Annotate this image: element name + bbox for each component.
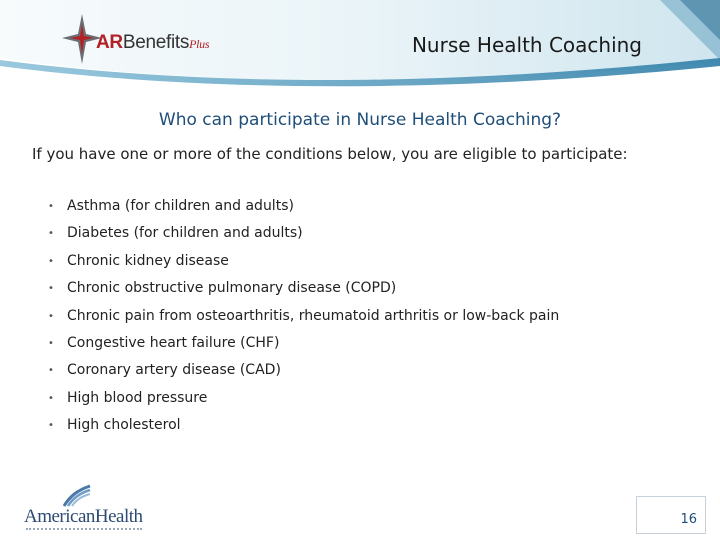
condition-label: High blood pressure [67, 389, 208, 406]
list-item [48, 248, 559, 275]
condition-label: Diabetes (for children and adults) [67, 225, 303, 242]
condition-label: Chronic kidney disease [67, 252, 229, 269]
list-item [48, 412, 559, 439]
brand-wordmark [96, 32, 209, 54]
list-item [48, 330, 559, 357]
feather-logo-icon [62, 484, 92, 508]
bullet-icon: • [48, 420, 54, 432]
page-title: Nurse Health Coaching [411, 33, 642, 57]
page-number-box [636, 496, 706, 534]
list-item [48, 275, 559, 302]
american-health-wordmark: AmericanHealth [24, 506, 143, 527]
list-item [48, 357, 559, 384]
brand-plus: Plus [189, 37, 210, 51]
conditions-list [48, 193, 559, 440]
condition-label: Chronic pain from osteoarthritis, rheumatoid arthritis or low-back pain [67, 307, 560, 324]
list-item [48, 385, 559, 412]
page-number: 16 [680, 512, 697, 527]
bullet-icon: • [48, 228, 54, 240]
bullet-icon: • [48, 365, 54, 377]
condition-label: Congestive heart failure (CHF) [67, 334, 280, 351]
eligibility-intro: If you have one or more of the conditions below, you are eligible to participate: [32, 145, 628, 163]
bullet-icon: • [48, 201, 54, 212]
arbenefits-logo [60, 10, 260, 70]
condition-label: High cholesterol [67, 417, 181, 434]
section-question: Who can participate in Nurse Health Coaching? [158, 110, 562, 130]
bullet-icon: • [48, 255, 54, 267]
bullet-icon: • [48, 337, 54, 349]
condition-label: Coronary artery disease (CAD) [67, 362, 281, 379]
list-item [48, 220, 559, 247]
condition-label: Chronic obstructive pulmonary disease (COPD) [67, 280, 397, 297]
bullet-icon: • [48, 283, 54, 295]
american-health-logo [24, 484, 149, 536]
list-item [48, 303, 559, 330]
list-item [48, 193, 559, 220]
bullet-icon: • [48, 392, 54, 404]
bullet-icon: • [48, 310, 54, 322]
brand-ar: AR [96, 32, 123, 53]
brand-benefits: Benefits [122, 32, 190, 53]
logo-tagline-rule [26, 528, 142, 534]
condition-label: Asthma (for children and adults) [67, 198, 294, 214]
